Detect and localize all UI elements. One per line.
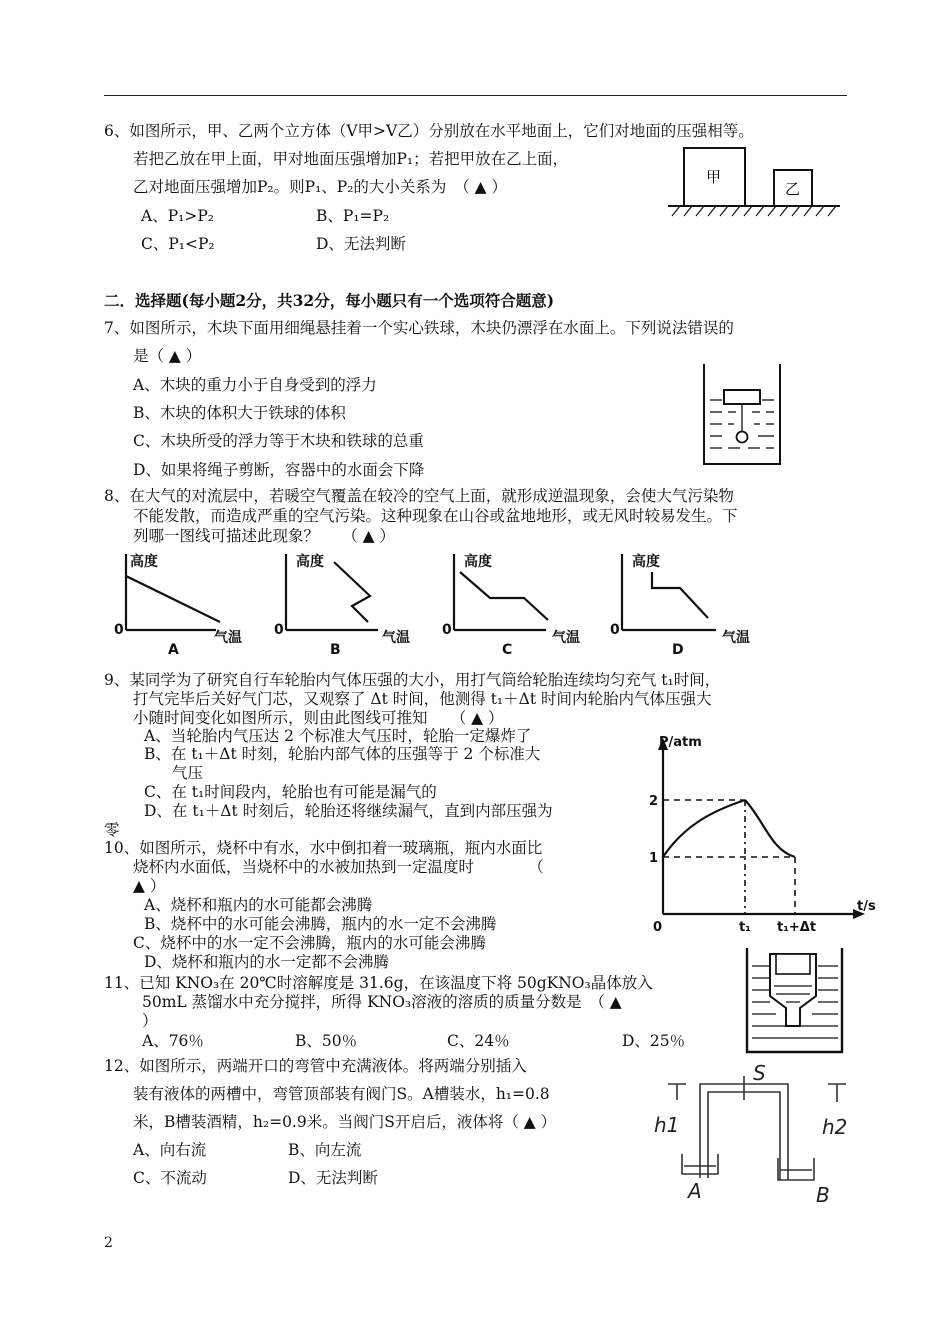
graph-b-origin: 0 bbox=[274, 622, 284, 638]
q7-option-d: D、如果将绳子剪断，容器中的水面会下降 bbox=[133, 461, 425, 479]
q9-option-c: C、在 t₁时间段内，轮胎也有可能是漏气的 bbox=[144, 783, 437, 801]
graph-d-origin: 0 bbox=[610, 622, 620, 638]
graph-a-origin: 0 bbox=[114, 622, 124, 638]
graph-c-ylabel: 高度 bbox=[464, 554, 492, 570]
pressure-rise-curve bbox=[663, 800, 745, 857]
q7-stem-line1: 7、如图所示，木块下面用细绳悬挂着一个实心铁球，木块仍漂浮在水面上。下列说法错误的 bbox=[104, 319, 734, 337]
time-x-label: t/s bbox=[857, 899, 876, 914]
q9-option-b-line2: 气压 bbox=[172, 764, 204, 782]
graph-a-ylabel: 高度 bbox=[130, 554, 158, 570]
q6-option-b: B、P₁=P₂ bbox=[316, 207, 390, 225]
q12-option-b: B、向左流 bbox=[288, 1141, 362, 1159]
graph-d-xlabel: 气温 bbox=[722, 630, 750, 646]
graph-origin: 0 bbox=[653, 920, 663, 935]
cube-jia-label: 甲 bbox=[706, 168, 722, 186]
q11-stem-line2: 50mL 蒸馏水中充分搅拌，所得 KNO₃溶液的溶质的质量分数是 （ ▲ bbox=[142, 993, 622, 1011]
q11-stem-line1: 11、已知 KNO₃在 20℃时溶解度是 31.6g，在该温度下将 50gKNO₃晶体放入 bbox=[104, 974, 653, 992]
graph-b-ylabel: 高度 bbox=[296, 554, 324, 570]
tick-1: 1 bbox=[649, 851, 659, 866]
q10-stem-line1: 10、如图所示，烧杯中有水，水中倒扣着一玻璃瓶，瓶内水面比 bbox=[104, 839, 543, 857]
h2-label: h2 bbox=[822, 1115, 848, 1139]
q8-stem-line2: 不能发散，而造成严重的空气污染。这种现象在山谷或盆地地形，或无风时较易发生。下 bbox=[133, 507, 738, 525]
q7-option-c: C、木块所受的浮力等于木块和铁球的总重 bbox=[133, 432, 424, 450]
q10-option-c: C、烧杯中的水一定不会沸腾，瓶内的水可能会沸腾 bbox=[133, 934, 486, 952]
q12-stem-line2: 装有液体的两槽中，弯管顶部装有阀门S。A槽装水，h₁=0.8 bbox=[133, 1085, 550, 1103]
q12-stem-line3: 米，B槽装酒精，h₂=0.9米。当阀门S开启后，液体将（ ▲ ） bbox=[133, 1113, 557, 1131]
q6-option-c: C、P₁<P₂ bbox=[141, 235, 215, 253]
q10-beaker-figure bbox=[742, 944, 846, 1056]
q12-siphon-figure bbox=[650, 1062, 870, 1208]
q8-stem-line1: 8、在大气的对流层中，若暖空气覆盖在较冷的空气上面，就形成逆温现象，会使大气污染物 bbox=[104, 487, 734, 505]
q6-stem-line1: 6、如图所示，甲、乙两个立方体（V甲>V乙）分别放在水平地面上，它们对地面的压强相等。 bbox=[104, 122, 754, 140]
q9-stem-line1: 9、某同学为了研究自行车轮胎内气体压强的大小，用打气筒给轮胎连续均匀充气 t₁时间， bbox=[104, 671, 721, 689]
q9-stem-line2: 打气完毕后关好气门芯，又观察了 Δt 时间，他测得 t₁＋Δt 时间内轮胎内气体压强大 bbox=[133, 690, 712, 708]
q7-beaker-figure bbox=[700, 362, 784, 470]
trough-a-label: A bbox=[688, 1179, 702, 1203]
graph-b-xlabel: 气温 bbox=[382, 630, 410, 646]
q9-stem-line3: 小随时间变化如图所示，则由此图线可推知 （ ▲ ） bbox=[133, 709, 504, 727]
ground-hatch bbox=[672, 206, 836, 216]
q8-graphs bbox=[108, 548, 768, 658]
tick-2: 2 bbox=[649, 794, 659, 809]
trough-b bbox=[778, 1158, 814, 1180]
q9-option-d-line2: 零 bbox=[104, 821, 120, 839]
q12-option-d: D、无法判断 bbox=[288, 1169, 378, 1187]
q11-option-d: D、25％ bbox=[622, 1032, 686, 1050]
q10-stem-line3: ▲ ） bbox=[133, 877, 166, 895]
graph-a-letter: A bbox=[168, 642, 179, 658]
cube-yi-label: 乙 bbox=[785, 180, 801, 198]
graph-c-letter: C bbox=[502, 642, 513, 658]
q12-option-a: A、向右流 bbox=[133, 1141, 207, 1159]
wood-block bbox=[724, 390, 760, 404]
bottle-top-bump bbox=[776, 954, 810, 974]
h1-label: h1 bbox=[654, 1113, 680, 1137]
graph-a-xlabel: 气温 bbox=[214, 630, 242, 646]
q6-option-a: A、P₁>P₂ bbox=[141, 207, 214, 225]
graph-c-xlabel: 气温 bbox=[552, 630, 580, 646]
graph-c-origin: 0 bbox=[442, 622, 452, 638]
q10-stem-line2: 烧杯内水面低，当烧杯中的水被加热到一定温度时 （ bbox=[133, 858, 544, 876]
q9-option-b-line1: B、在 t₁＋Δt 时刻，轮胎内部气体的压强等于 2 个标准大 bbox=[144, 745, 541, 763]
iron-ball bbox=[737, 432, 748, 443]
graph-d-line bbox=[652, 572, 708, 618]
q10-option-a: A、烧杯和瓶内的水可能都会沸腾 bbox=[144, 896, 373, 914]
q11-stem-line3: ） bbox=[142, 1012, 158, 1030]
graph-c-line bbox=[460, 572, 548, 620]
q12-option-c: C、不流动 bbox=[133, 1169, 207, 1187]
tick-t1: t₁ bbox=[739, 920, 751, 935]
graph-b-line bbox=[334, 562, 370, 622]
pressure-fall-curve bbox=[745, 800, 795, 857]
q9-option-a: A、当轮胎内气压达 2 个标准大气压时，轮胎一定爆炸了 bbox=[144, 727, 532, 745]
q11-option-c: C、24％ bbox=[447, 1032, 510, 1050]
q6-stem-line2: 若把乙放在甲上面，甲对地面压强增加P₁；若把甲放在乙上面， bbox=[133, 150, 569, 168]
section-heading: 二．选择题(每小题2分，共32分，每小题只有一个选项符合题意) bbox=[104, 291, 555, 310]
q7-option-a: A、木块的重力小于自身受到的浮力 bbox=[133, 376, 377, 394]
page-number: 2 bbox=[104, 1235, 113, 1251]
q9-option-d-line1: D、在 t₁＋Δt 时刻后，轮胎还将继续漏气，直到内部压强为 bbox=[144, 802, 553, 820]
q10-option-d: D、烧杯和瓶内的水一定都不会沸腾 bbox=[144, 953, 389, 971]
q10-option-b: B、烧杯中的水可能会沸腾，瓶内的水一定不会沸腾 bbox=[144, 915, 497, 933]
q6-option-d: D、无法判断 bbox=[316, 235, 406, 253]
q7-option-b: B、木块的体积大于铁球的体积 bbox=[133, 404, 346, 422]
q11-option-a: A、76％ bbox=[142, 1032, 204, 1050]
valve-label: S bbox=[753, 1062, 766, 1085]
graph-a-line bbox=[126, 576, 220, 622]
tick-t1-dt: t₁+Δt bbox=[777, 920, 817, 935]
q11-option-b: B、50％ bbox=[295, 1032, 358, 1050]
trough-b-label: B bbox=[816, 1183, 830, 1207]
q6-cubes-figure bbox=[664, 140, 848, 230]
q6-stem-line3: 乙对地面压强增加P₂。则P₁、P₂的大小关系为 （ ▲ ） bbox=[133, 178, 507, 196]
q8-stem-line3: 列哪一图线可描述此现象？ （ ▲ ） bbox=[133, 527, 396, 545]
q12-stem-line1: 12、如图所示，两端开口的弯管中充满液体。将两端分别插入 bbox=[104, 1057, 527, 1075]
graph-d-letter: D bbox=[672, 642, 684, 658]
q7-stem-line2: 是（ ▲ ） bbox=[133, 347, 202, 365]
graph-b-letter: B bbox=[330, 642, 341, 658]
pressure-y-label: P/atm bbox=[659, 735, 702, 750]
header-rule bbox=[104, 95, 847, 96]
graph-d-ylabel: 高度 bbox=[632, 554, 660, 570]
q9-pressure-graph bbox=[645, 726, 895, 938]
